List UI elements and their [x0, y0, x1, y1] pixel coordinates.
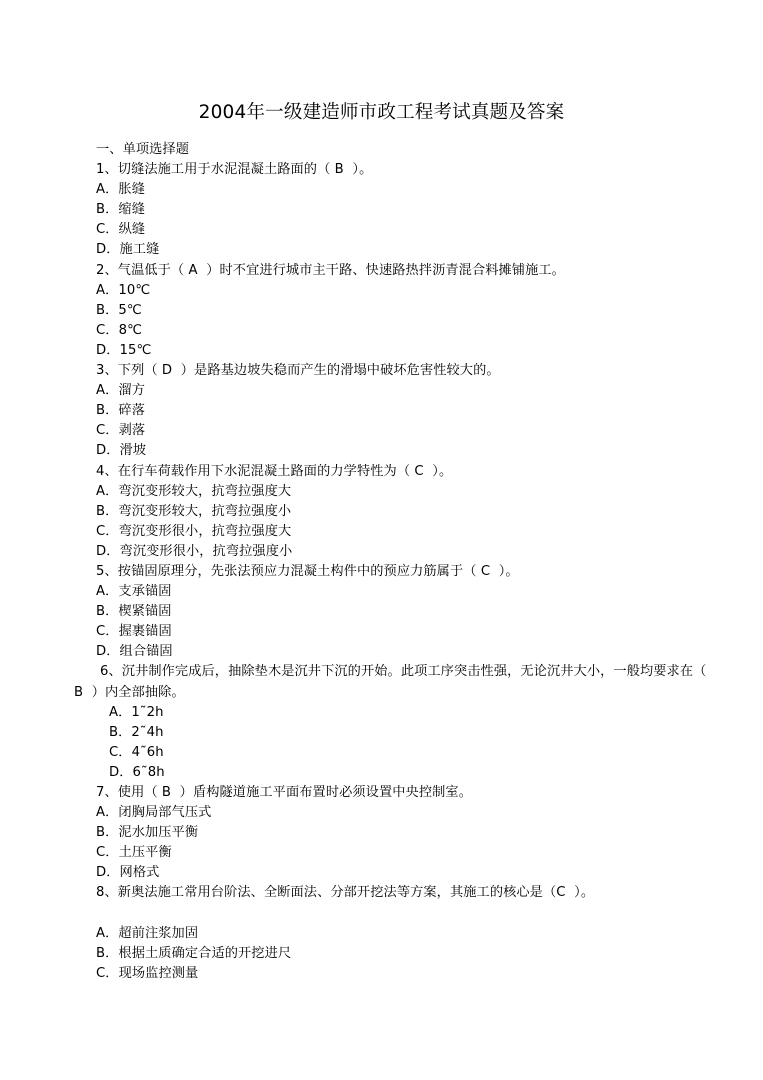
- blank-line: [96, 904, 707, 924]
- question-option: B．2˜4h: [109, 724, 164, 740]
- question-option: A．闭胸局部气压式: [96, 805, 212, 821]
- question-stem: 3、下列（ D ）是路基边坡失稳而产生的滑塌中破坏危害性较大的。: [96, 363, 500, 379]
- question-option: D．网格式: [96, 865, 160, 881]
- question-option: B．5℃: [96, 302, 142, 318]
- section-heading: 一、单项选择题: [96, 142, 190, 157]
- question-stem: 7、使用（ B ）盾构隧道施工平面布置时必须设置中央控制室。: [96, 785, 472, 800]
- question-option: A．1˜2h: [109, 704, 164, 720]
- question-stem: 8、新奥法施工常用台阶法、全断面法、分部开挖法等方案，其施工的核心是（C ）。: [96, 885, 595, 901]
- question-option: D．15℃: [96, 342, 152, 358]
- question-block: [96, 883, 707, 983]
- question-option: C．现场监控测量: [96, 965, 199, 981]
- question-block: [96, 783, 707, 883]
- page-title: 2004年一级建造师市政工程考试真题及答案: [198, 102, 565, 123]
- question-option: C．8℃: [96, 322, 142, 338]
- document-body: [46, 140, 717, 984]
- question-option: A．支承锚固: [96, 584, 172, 600]
- question-stem: 2、气温低于（ A ）时不宜进行城市主干路、快速路热拌沥青混合料摊铺施工。: [96, 262, 565, 278]
- question-option: C．土压平衡: [96, 845, 172, 861]
- question-option: A．胀缝: [96, 182, 145, 198]
- question-option: B．碎落: [96, 403, 146, 419]
- question-block: [96, 462, 707, 562]
- question-stem: 4、在行车荷载作用下水泥混凝土路面的力学特性为（ C ）。: [96, 463, 453, 479]
- question-option: C．弯沉变形很小，抗弯拉强度大: [96, 523, 292, 539]
- question-option: D．弯沉变形很小，抗弯拉强度小: [96, 543, 293, 559]
- question-option: A．溜方: [96, 383, 145, 399]
- question-option: A．10℃: [96, 282, 151, 298]
- question-option: D．6˜8h: [109, 764, 165, 780]
- question-option: D．施工缝: [96, 242, 160, 258]
- question-stem: 6、沉井制作完成后，抽除垫木是沉井下沉的开始。此项工序突击性强，无论沉井大小，一般均要求在（ B ）内全部抽除。: [74, 664, 711, 700]
- question-option: C．4˜6h: [109, 744, 164, 760]
- question-block: [96, 160, 707, 260]
- question-stem: 1、切缝法施工用于水泥混凝土路面的（ B ）。: [96, 162, 373, 178]
- question-option: C．纵缝: [96, 222, 146, 238]
- question-block: [96, 261, 707, 361]
- question-option: B．弯沉变形较大，抗弯拉强度小: [96, 503, 292, 519]
- question-option: A．超前注浆加固: [96, 925, 199, 941]
- question-option: B．缩缝: [96, 202, 146, 218]
- question-option: D．组合锚固: [96, 644, 173, 660]
- question-option: D．滑坡: [96, 443, 147, 459]
- question-stem: 5、按锚固原理分，先张法预应力混凝土构件中的预应力筋属于（ C ）。: [96, 563, 519, 579]
- question-option: C．握裹锚固: [96, 624, 172, 640]
- question-option: B．楔紧锚固: [96, 604, 172, 620]
- question-option: A．弯沉变形较大，抗弯拉强度大: [96, 483, 292, 499]
- question-option: B．根据土质确定合适的开挖进尺: [96, 945, 292, 961]
- question-block: [74, 662, 711, 783]
- question-block: [96, 361, 707, 461]
- question-option: B．泥水加压平衡: [96, 825, 199, 841]
- question-option: C．剥落: [96, 423, 146, 439]
- question-block: [96, 562, 707, 662]
